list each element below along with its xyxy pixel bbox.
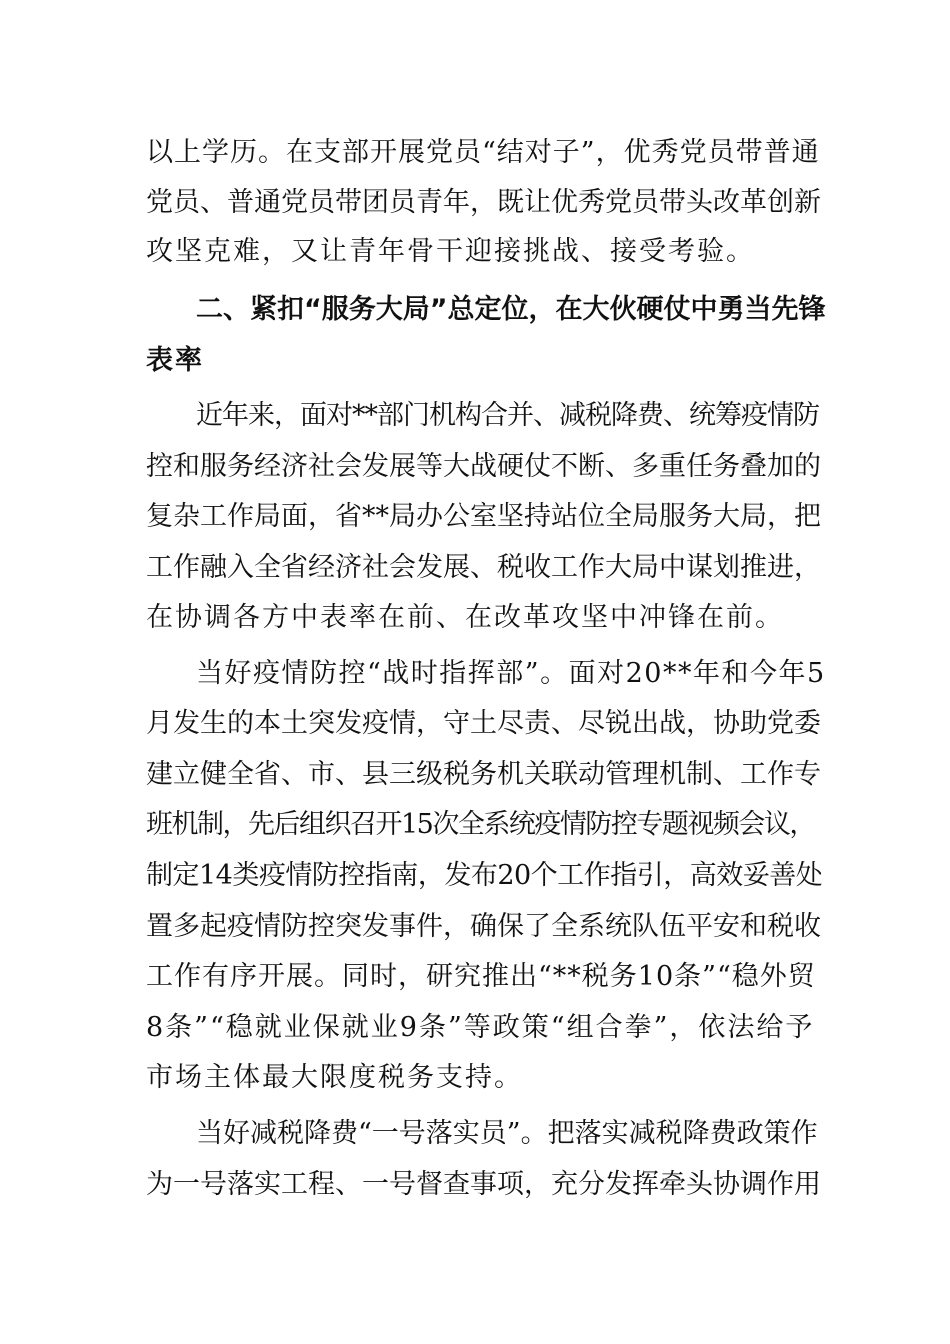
text-line: 月发生的本土突发疫情，守土尽责、尽锐出战，协助党委 xyxy=(146,708,821,739)
text-line: 当好减税降费“一号落实员”。把落实减税降费政策作 xyxy=(196,1118,818,1149)
section-heading: 表率 xyxy=(146,345,204,376)
text-line: 控和服务经济社会发展等大战硬仗不断、多重任务叠加的 xyxy=(146,451,821,482)
text-line: 制定14类疫情防控指南，发布20个工作指引，高效妥善处 xyxy=(146,860,823,891)
text-line: 建立健全省、市、县三级税务机关联动管理机制、工作专 xyxy=(146,759,821,790)
text-line: 攻坚克难，又让青年骨干迎接挑战、接受考验。 xyxy=(146,236,755,267)
text-line: 为一号落实工程、一号督查事项，充分发挥牵头协调作用 xyxy=(146,1169,821,1200)
text-line: 党员、普通党员带团员青年，既让优秀党员带头改革创新 xyxy=(146,187,821,218)
text-line: 近年来，面对**部门机构合并、减税降费、统筹疫情防 xyxy=(196,400,819,431)
text-line: 置多起疫情防控突发事件，确保了全系统队伍平安和税收 xyxy=(146,911,821,942)
text-line: 工作有序开展。同时，研究推出“**税务10条”“稳外贸 xyxy=(146,961,816,992)
text-line: 当好疫情防控“战时指挥部”。面对20**年和今年5 xyxy=(196,658,826,689)
text-line: 工作融入全省经济社会发展、税收工作大局中谋划推进， xyxy=(146,552,821,583)
text-line: 8条”“稳就业保就业9条”等政策“组合拳”，依法给予 xyxy=(146,1012,815,1043)
text-line: 复杂工作局面，省**局办公室坚持站位全局服务大局，把 xyxy=(146,501,821,532)
text-line: 班机制，先后组织召开15次全系统疫情防控专题视频会议， xyxy=(146,809,815,840)
section-heading: 二、紧扣“服务大局”总定位，在大伙硬仗中勇当先锋 xyxy=(196,294,826,325)
text-line: 市场主体最大限度税务支持。 xyxy=(146,1062,523,1093)
text-line: 在协调各方中表率在前、在改革攻坚中冲锋在前。 xyxy=(146,602,784,633)
text-line: 以上学历。在支部开展党员“结对子”，优秀党员带普通 xyxy=(146,137,820,168)
